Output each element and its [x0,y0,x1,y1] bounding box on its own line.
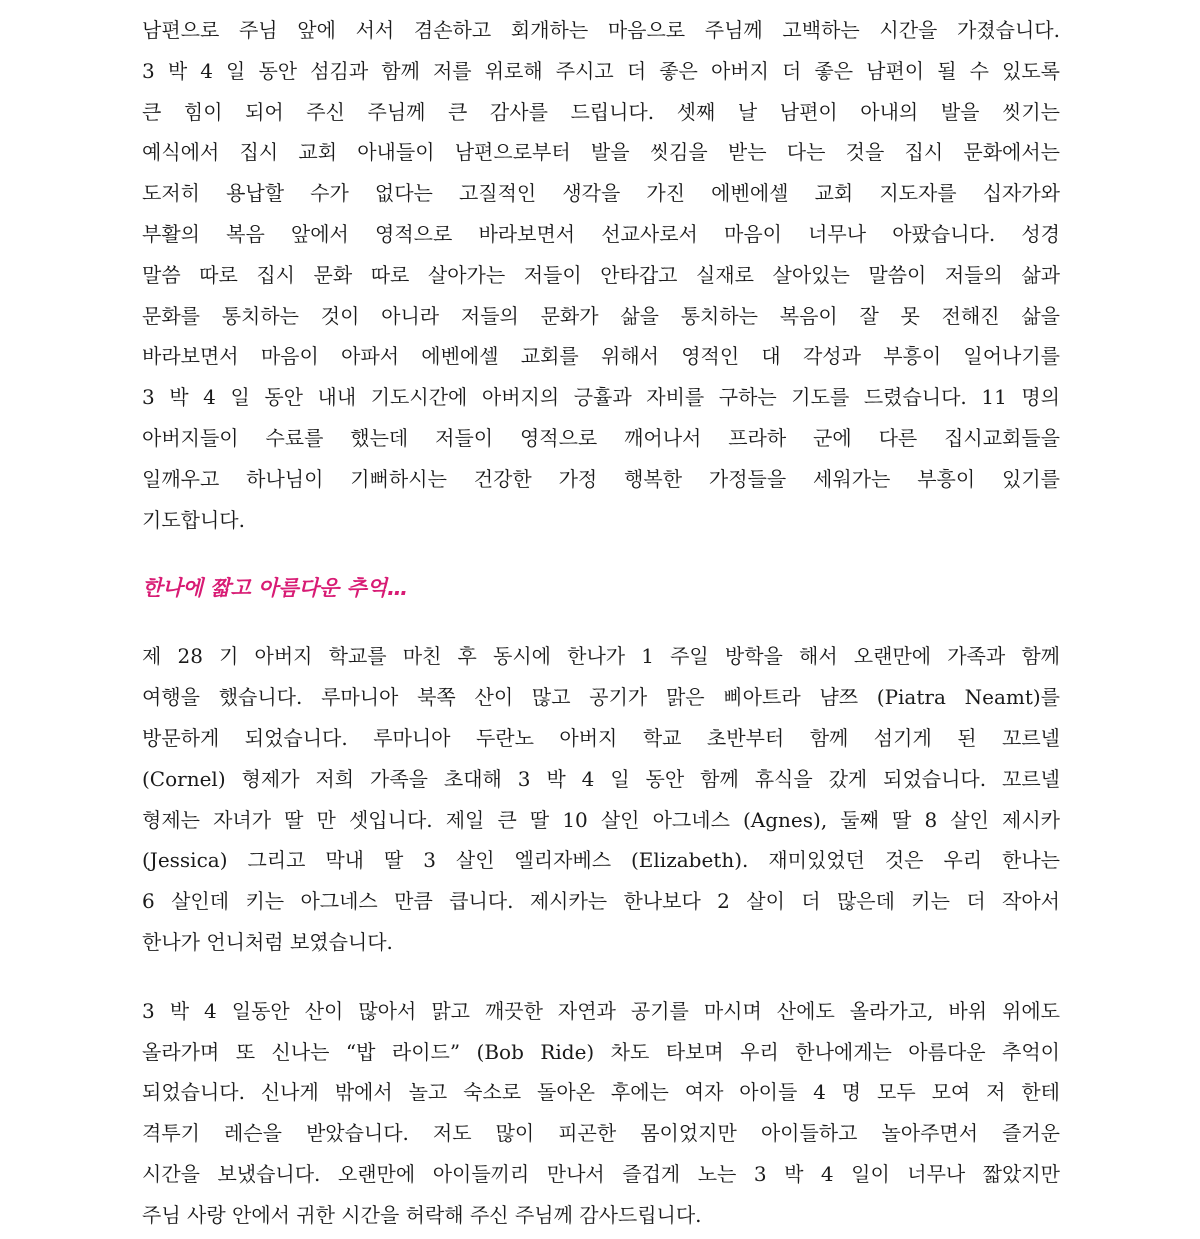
text-line: 격투기 레슨을 받았습니다. 저도 많이 피곤한 몸이었지만 아이들하고 놀아주면서 즐거운 [142,1121,1060,1146]
text-line: 아버지들이 수료를 했는데 저들이 영적으로 깨어나서 프라하 군에 다른 집시교회들을 [142,425,1060,450]
paragraph-spacer [142,608,1060,636]
text-line: 부활의 복음 앞에서 영적으로 바라보면서 선교사로서 마음이 너무나 아팠습니다. 성경 [142,221,1060,246]
text-line: 3 박 4 일동안 산이 많아서 맑고 깨끗한 자연과 공기를 마시며 산에도 올라가고, 바위 위에도 [142,998,1060,1023]
text-line: 올라가며 또 신나는 “밥 라이드” (Bob Ride) 차도 타보며 우리 한나에게는 아름다운 추억이 [142,1039,1060,1064]
text-line: 기도합니다. [142,507,245,532]
text-line: 큰 힘이 되어 주신 주님께 큰 감사를 드립니다. 셋째 날 남편이 아내의 발을 씻기는 [142,99,1060,124]
text-line: 3 박 4 일 동안 섬김과 함께 저를 위로해 주시고 더 좋은 아버지 더 좋은 남편이 될 수 있도록 [142,58,1060,83]
text-line: (Jessica) 그리고 막내 딸 3 살인 엘리자베스 (Elizabeth). 재미있었던 것은 우리 한나는 [142,848,1060,873]
paragraph-spacer [142,963,1060,991]
text-line: 방문하게 되었습니다. 루마니아 두란노 아버지 학교 초반부터 함께 섬기게 된 꼬르넬 [142,725,1060,750]
text-line: 형제는 자녀가 딸 만 셋입니다. 제일 큰 딸 10 살인 아그네스 (Agnes), 둘째 딸 8 살인 제시카 [142,807,1060,832]
text-line: 일깨우고 하나님이 기뻐하시는 건강한 가정 행복한 가정들을 세워가는 부흥이 있기를 [142,466,1060,491]
text-line: 남편으로 주님 앞에 서서 겸손하고 회개하는 마음으로 주님께 고백하는 시간을 가졌습니다. [142,18,1060,42]
text-line: 여행을 했습니다. 루마니아 북쪽 산이 많고 공기가 맑은 삐아트라 냠쯔 (Piatra Neamt)를 [142,685,1060,710]
text-line: 문화를 통치하는 것이 아니라 저들의 문화가 삶을 통치하는 복음이 잘 못 전해진 삶을 [142,303,1060,328]
text-line: (Cornel) 형제가 저희 가족을 초대해 3 박 4 일 동안 함께 휴식을 갔게 되었습니다. 꼬르넬 [142,766,1060,791]
paragraph-spacer [142,540,1060,568]
paragraph-trip-memories [142,991,1060,1236]
text-line: 예식에서 집시 교회 아내들이 남편으로부터 발을 씻김을 받는 다는 것을 집시 문화에서는 [142,140,1060,165]
paragraph-family-trip [142,636,1060,962]
text-line: 되었습니다. 신나게 밖에서 놀고 숙소로 돌아온 후에는 여자 아이들 4 명 모두 모여 저 한테 [142,1080,1060,1105]
text-line: 도저히 용납할 수가 없다는 고질적인 생각을 가진 에벤에셀 교회 지도자를 십자가와 [142,181,1060,206]
paragraph-father-school-reflection [142,10,1060,540]
section-heading: 한나에 짧고 아름다운 추억… [142,576,409,601]
text-line: 말씀 따로 집시 문화 따로 살아가는 저들이 안타갑고 실재로 살아있는 말씀이 저들의 삶과 [142,262,1060,287]
text-line: 6 살인데 키는 아그네스 만큼 큽니다. 제시카는 한나보다 2 살이 더 많은데 키는 더 작아서 [142,889,1060,914]
text-line: 주님 사랑 안에서 귀한 시간을 허락해 주신 주님께 감사드립니다. [142,1202,702,1227]
text-line: 시간을 보냈습니다. 오랜만에 아이들끼리 만나서 즐겁게 노는 3 박 4 일이 너무나 짧았지만 [142,1161,1060,1186]
text-line: 한나가 언니처럼 보였습니다. [142,929,393,954]
text-line: 바라보면서 마음이 아파서 에벤에셀 교회를 위해서 영적인 대 각성과 부흥이 일어나기를 [142,344,1060,369]
text-line: 제 28 기 아버지 학교를 마친 후 동시에 한나가 1 주일 방학을 해서 오랜만에 가족과 함께 [142,644,1060,669]
document-page [142,10,1060,1236]
text-line: 3 박 4 일 동안 내내 기도시간에 아버지의 긍휼과 자비를 구하는 기도를 드렸습니다. 11 명의 [142,385,1060,410]
